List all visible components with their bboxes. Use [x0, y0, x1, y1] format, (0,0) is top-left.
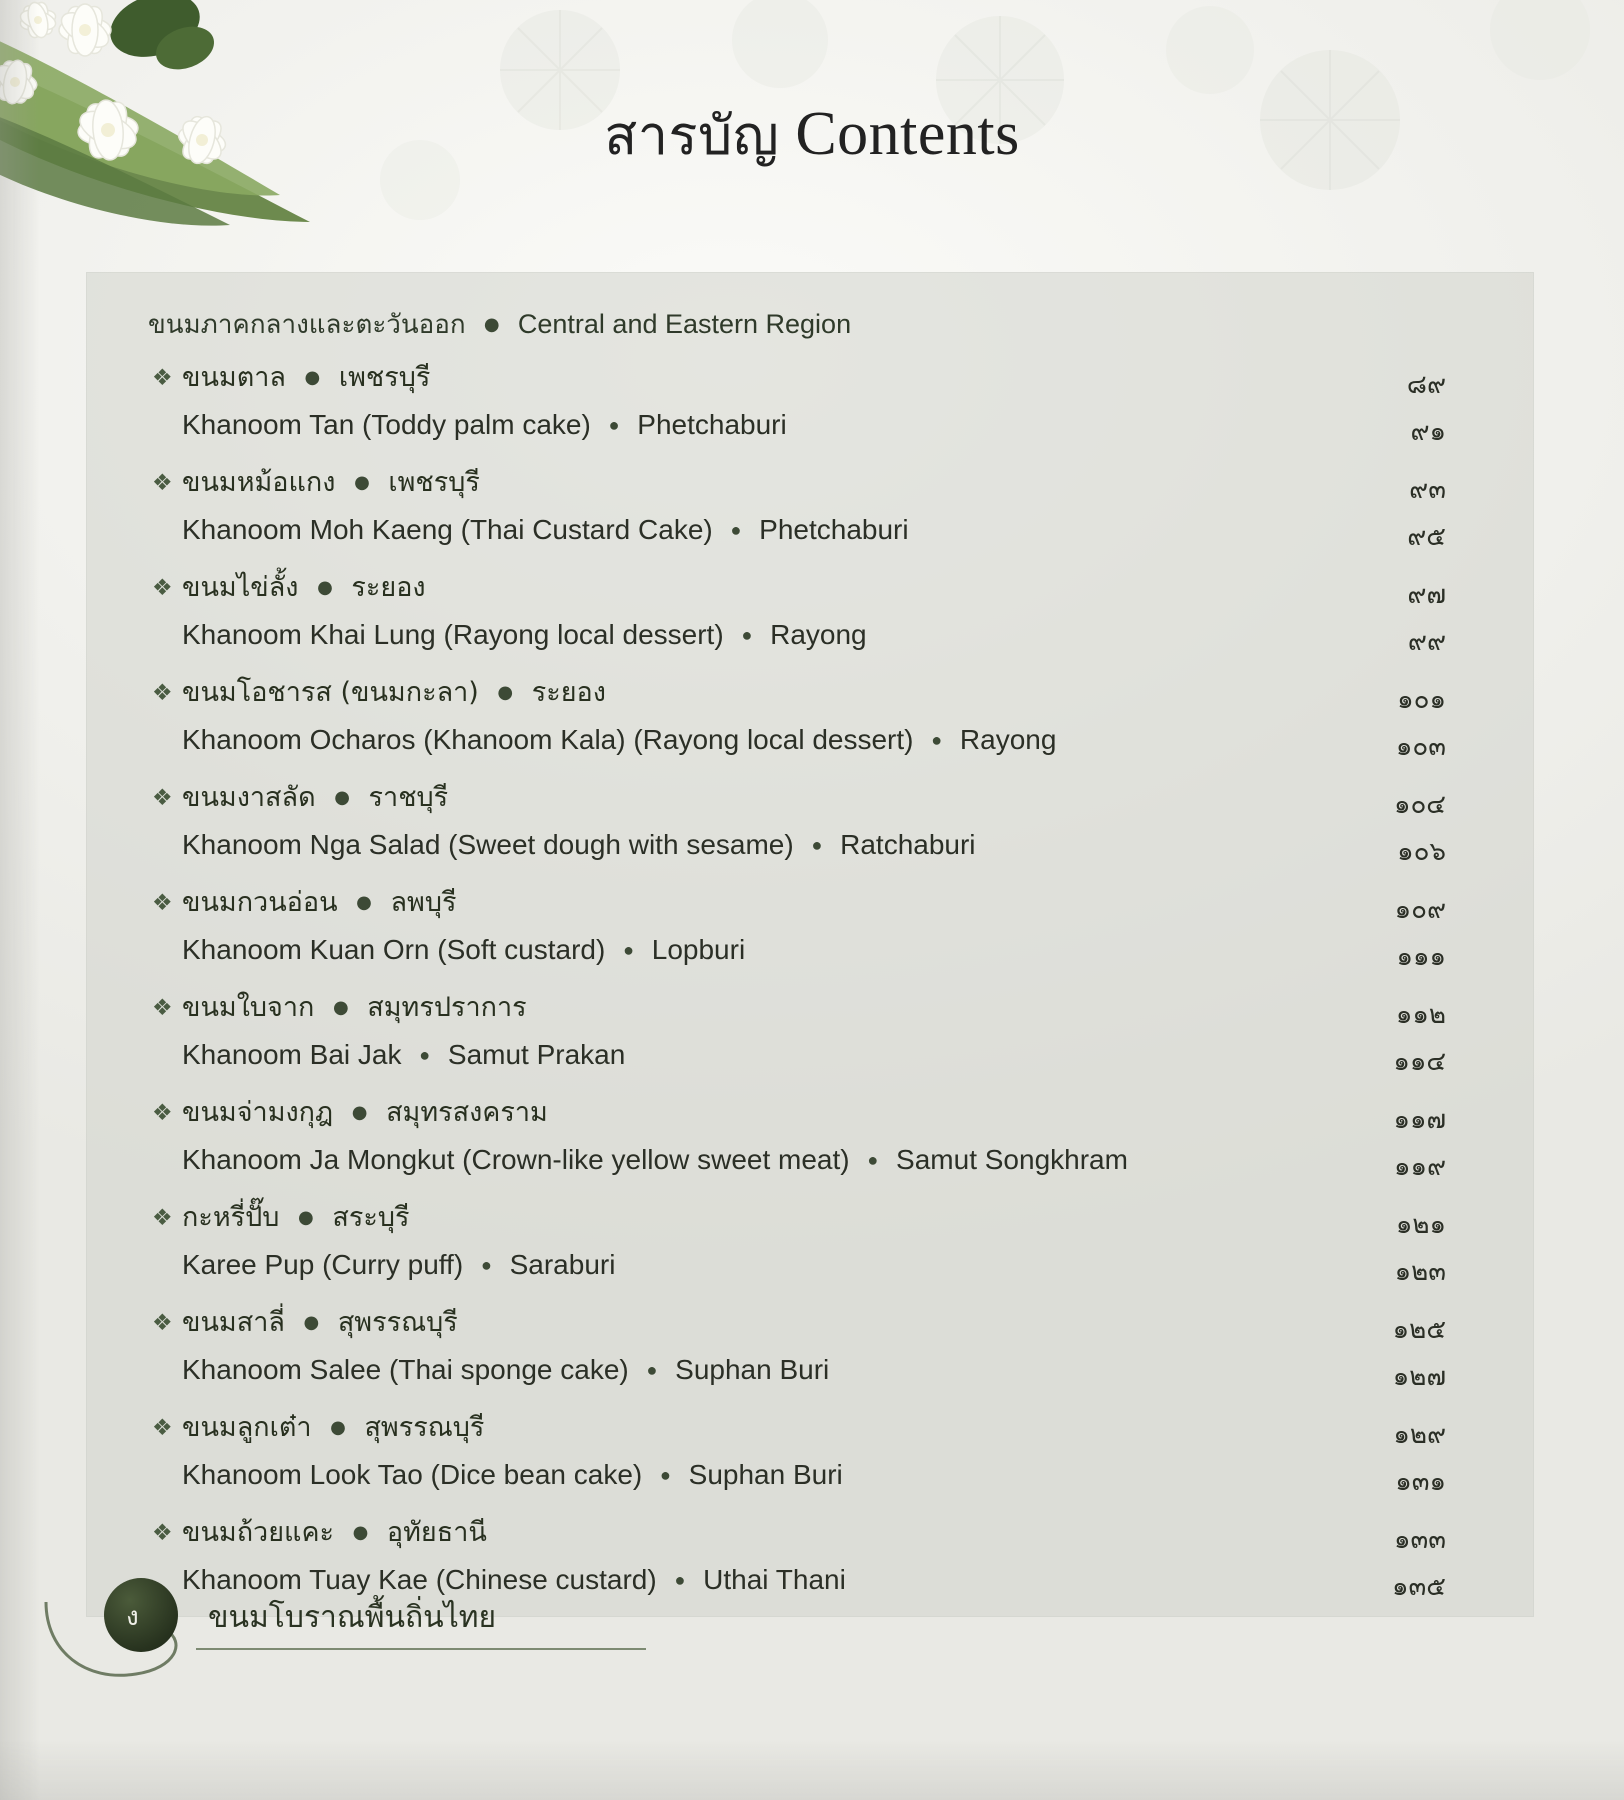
entry-page-en: ๑๐๓ [1395, 732, 1446, 762]
inline-dot-icon: ● [674, 1570, 686, 1590]
entry-thai-line[interactable] [148, 990, 1494, 1037]
entry-thai-name: ขนมกวนอ่อน [182, 887, 338, 918]
list-item[interactable] [148, 885, 1494, 980]
page-marker: ง [126, 1602, 139, 1632]
inline-dot-icon: ● [334, 787, 350, 808]
list-item[interactable] [148, 570, 1494, 665]
entry-en-line[interactable] [148, 407, 1494, 443]
section-heading-en: Central and Eastern Region [517, 309, 852, 339]
inline-dot-icon: ● [480, 1255, 492, 1275]
entry-bullet-icon: ❖ [152, 469, 173, 495]
entry-en-name: Khanoom Kuan Orn (Soft custard) [182, 934, 606, 965]
inline-dot-icon: ● [931, 730, 943, 750]
entry-en-line[interactable] [148, 1037, 1494, 1073]
inline-dot-icon: ● [354, 472, 370, 493]
entry-page-en: ๑๑๔ [1393, 1047, 1446, 1077]
list-item[interactable] [148, 1410, 1494, 1505]
entry-page-thai: ๑๐๙ [1394, 895, 1446, 925]
inline-dot-icon: ● [351, 1102, 368, 1123]
entry-thai-line[interactable] [148, 780, 1494, 827]
entry-bullet-icon: ❖ [152, 1099, 173, 1125]
entry-page-thai: ๘๙ [1406, 370, 1446, 400]
inline-dot-icon: ● [356, 892, 372, 913]
inline-dot-icon: ● [332, 997, 349, 1018]
entry-en-line[interactable] [148, 1352, 1494, 1388]
entry-thai-name: ขนมตาล [182, 362, 286, 393]
entry-bullet-icon: ❖ [152, 994, 173, 1020]
leaf-badge-icon [104, 1578, 178, 1652]
contents-list [148, 360, 1494, 1620]
entry-thai-line[interactable] [148, 675, 1494, 722]
entry-thai-province: ราชบุรี [368, 782, 449, 813]
entry-thai-name: ขนมถ้วยแคะ [182, 1517, 335, 1548]
entry-thai-name: ขนมใบจาก [182, 992, 315, 1023]
entry-en-province: Lopburi [651, 934, 746, 965]
entry-en-name: Khanoom Tuay Kae (Chinese custard) [182, 1564, 657, 1595]
entry-page-en: ๑๑๑ [1396, 942, 1446, 972]
inline-dot-icon: ● [304, 367, 321, 388]
entry-thai-name: ขนมสาลี่ [182, 1307, 285, 1338]
entry-thai-province: สุพรรณบุรี [364, 1412, 485, 1443]
list-item[interactable] [148, 360, 1494, 455]
entry-thai-province: ระยอง [531, 677, 606, 708]
inline-dot-icon: ● [298, 1207, 314, 1228]
entry-thai-province: เพชรบุรี [388, 467, 480, 498]
page-footer [96, 1572, 716, 1682]
entry-en-line[interactable] [148, 722, 1494, 758]
entry-en-province: Rayong [959, 724, 1057, 755]
entry-thai-province: สมุทรปราการ [367, 992, 527, 1023]
entry-en-name: Khanoom Ja Mongkut (Crown-like yellow sweet meat) [182, 1144, 850, 1175]
entry-en-name: Khanoom Khai Lung (Rayong local dessert) [182, 619, 724, 650]
entry-en-province: Rayong [770, 619, 867, 650]
entry-en-name: Khanoom Moh Kaeng (Thai Custard Cake) [182, 514, 713, 545]
list-item[interactable] [148, 990, 1494, 1085]
inline-dot-icon: ● [811, 835, 823, 855]
entry-bullet-icon: ❖ [152, 889, 173, 915]
entry-en-name: Karee Pup (Curry puff) [182, 1249, 464, 1280]
entry-en-province: Suphan Buri [688, 1459, 843, 1490]
inline-dot-icon: ● [483, 314, 500, 335]
page-title-thai: สารบัญ [604, 104, 780, 167]
entry-thai-province: ระยอง [351, 572, 426, 603]
entry-page-thai: ๙๓ [1409, 475, 1446, 505]
entry-bullet-icon: ❖ [152, 784, 173, 810]
entry-page-thai: ๑๑๒ [1395, 1000, 1446, 1030]
inline-dot-icon: ● [741, 625, 753, 645]
entry-page-en: ๑๓๕ [1392, 1572, 1446, 1602]
entry-thai-province: เพชรบุรี [338, 362, 431, 393]
inline-dot-icon: ● [330, 1417, 346, 1438]
entry-page-en: ๑๒๓ [1394, 1257, 1446, 1287]
entry-bullet-icon: ❖ [152, 364, 173, 390]
entry-en-province: Saraburi [509, 1249, 616, 1280]
entry-thai-line[interactable] [148, 1200, 1494, 1247]
entry-en-province: Phetchaburi [637, 409, 787, 440]
inline-dot-icon: ● [646, 1360, 658, 1380]
entry-bullet-icon: ❖ [152, 1519, 173, 1545]
section-heading-thai: ขนมภาคกลางและตะวันออก [148, 310, 466, 340]
list-item[interactable] [148, 675, 1494, 770]
entry-thai-province: สุพรรณบุรี [337, 1307, 458, 1338]
entry-thai-province: สระบุรี [332, 1202, 410, 1233]
page-title [0, 92, 1624, 178]
entry-en-province: Phetchaburi [759, 514, 909, 545]
inline-dot-icon: ● [352, 1522, 369, 1543]
entry-thai-line[interactable] [148, 1305, 1494, 1352]
entry-thai-line[interactable] [148, 1095, 1494, 1142]
entry-en-name: Khanoom Look Tao (Dice bean cake) [182, 1459, 643, 1490]
book-title: ขนมโบราณพื้นถิ่นไทย [208, 1600, 497, 1635]
entry-thai-province: อุทัยธานี [386, 1517, 487, 1548]
entry-page-thai: ๙๗ [1407, 580, 1446, 610]
inline-dot-icon: ● [730, 520, 742, 540]
list-item[interactable] [148, 1095, 1494, 1190]
entry-en-province: Uthai Thani [703, 1564, 846, 1595]
entry-en-province: Ratchaburi [840, 829, 976, 860]
entry-page-en: ๙๑ [1410, 417, 1446, 447]
entry-bullet-icon: ❖ [152, 1204, 173, 1230]
entry-thai-name: ขนมลูกเต๋า [182, 1412, 312, 1443]
inline-dot-icon: ● [317, 577, 333, 598]
page-title-en: Contents [795, 100, 1020, 168]
list-item[interactable] [148, 1305, 1494, 1400]
entry-en-province: Samut Songkhram [896, 1144, 1128, 1175]
entry-thai-name: ขนมโอชารส (ขนมกะลา) [182, 677, 479, 708]
entry-en-line[interactable] [148, 512, 1494, 548]
entry-thai-province: สมุทรสงคราม [386, 1097, 548, 1128]
entry-thai-line[interactable] [148, 360, 1494, 407]
entry-en-name: Khanoom Salee (Thai sponge cake) [182, 1354, 629, 1385]
list-item[interactable] [148, 465, 1494, 560]
entry-bullet-icon: ❖ [152, 574, 173, 600]
page-edge-shadow-bottom [0, 1740, 1624, 1800]
entry-page-thai: ๑๒๑ [1395, 1210, 1446, 1240]
entry-thai-name: กะหรี่ปั๊บ [182, 1202, 280, 1233]
inline-dot-icon: ● [867, 1150, 879, 1170]
inline-dot-icon: ● [623, 940, 634, 960]
entry-page-thai: ๑๒๙ [1393, 1420, 1446, 1450]
entry-page-thai: ๑๐๔ [1393, 790, 1446, 820]
inline-dot-icon: ● [660, 1465, 671, 1485]
entry-page-en: ๑๑๙ [1393, 1152, 1446, 1182]
entry-bullet-icon: ❖ [152, 1414, 173, 1440]
entry-en-line[interactable] [148, 617, 1494, 653]
page-edge-shadow-left [0, 0, 40, 1800]
entry-page-en: ๑๓๑ [1395, 1467, 1446, 1497]
inline-dot-icon: ● [608, 415, 620, 435]
entry-en-line[interactable] [148, 1457, 1494, 1493]
entry-page-thai: ๑๒๕ [1392, 1315, 1446, 1345]
entry-page-en: ๑๒๗ [1392, 1362, 1446, 1392]
entry-page-thai: ๑๓๓ [1393, 1525, 1446, 1555]
entry-en-name: Khanoom Nga Salad (Sweet dough with sesame) [182, 829, 794, 860]
entry-thai-line[interactable] [148, 570, 1494, 617]
contents-panel [86, 272, 1534, 1617]
entry-en-line[interactable] [148, 1247, 1494, 1283]
entry-en-line[interactable] [148, 932, 1494, 968]
entry-en-line[interactable] [148, 1142, 1494, 1178]
entry-page-en: ๙๕ [1407, 522, 1446, 552]
entry-page-thai: ๑๑๗ [1393, 1105, 1446, 1135]
entry-thai-province: ลพบุรี [390, 887, 457, 918]
inline-dot-icon: ● [303, 1312, 320, 1333]
entry-page-thai: ๑๐๑ [1397, 685, 1446, 715]
entry-thai-name: ขนมหม้อแกง [182, 467, 336, 498]
entry-thai-name: ขนมไข่ลั้ง [182, 572, 299, 603]
entry-thai-line[interactable] [148, 465, 1494, 512]
section-heading [148, 304, 851, 345]
entry-en-name: Khanoom Bai Jak [182, 1039, 402, 1070]
entry-page-en: ๙๙ [1407, 627, 1446, 657]
entry-bullet-icon: ❖ [152, 679, 173, 705]
entry-page-en: ๑๐๖ [1397, 837, 1446, 867]
entry-en-province: Samut Prakan [447, 1039, 626, 1070]
entry-thai-name: ขนมจ่ามงกุฎ [182, 1097, 334, 1128]
footer-divider [196, 1648, 646, 1650]
inline-dot-icon: ● [419, 1045, 431, 1065]
entry-en-name: Khanoom Ocharos (Khanoom Kala) (Rayong local dessert) [182, 724, 914, 755]
list-item[interactable] [148, 1200, 1494, 1295]
entry-thai-line[interactable] [148, 885, 1494, 932]
entry-en-province: Suphan Buri [675, 1354, 830, 1385]
entry-thai-line[interactable] [148, 1515, 1494, 1562]
entry-bullet-icon: ❖ [152, 1309, 173, 1335]
entry-thai-name: ขนมงาสลัด [182, 782, 316, 813]
entry-en-name: Khanoom Tan (Toddy palm cake) [182, 409, 591, 440]
inline-dot-icon: ● [497, 682, 514, 703]
list-item[interactable] [148, 780, 1494, 875]
entry-thai-line[interactable] [148, 1410, 1494, 1457]
entry-en-line[interactable] [148, 827, 1494, 863]
